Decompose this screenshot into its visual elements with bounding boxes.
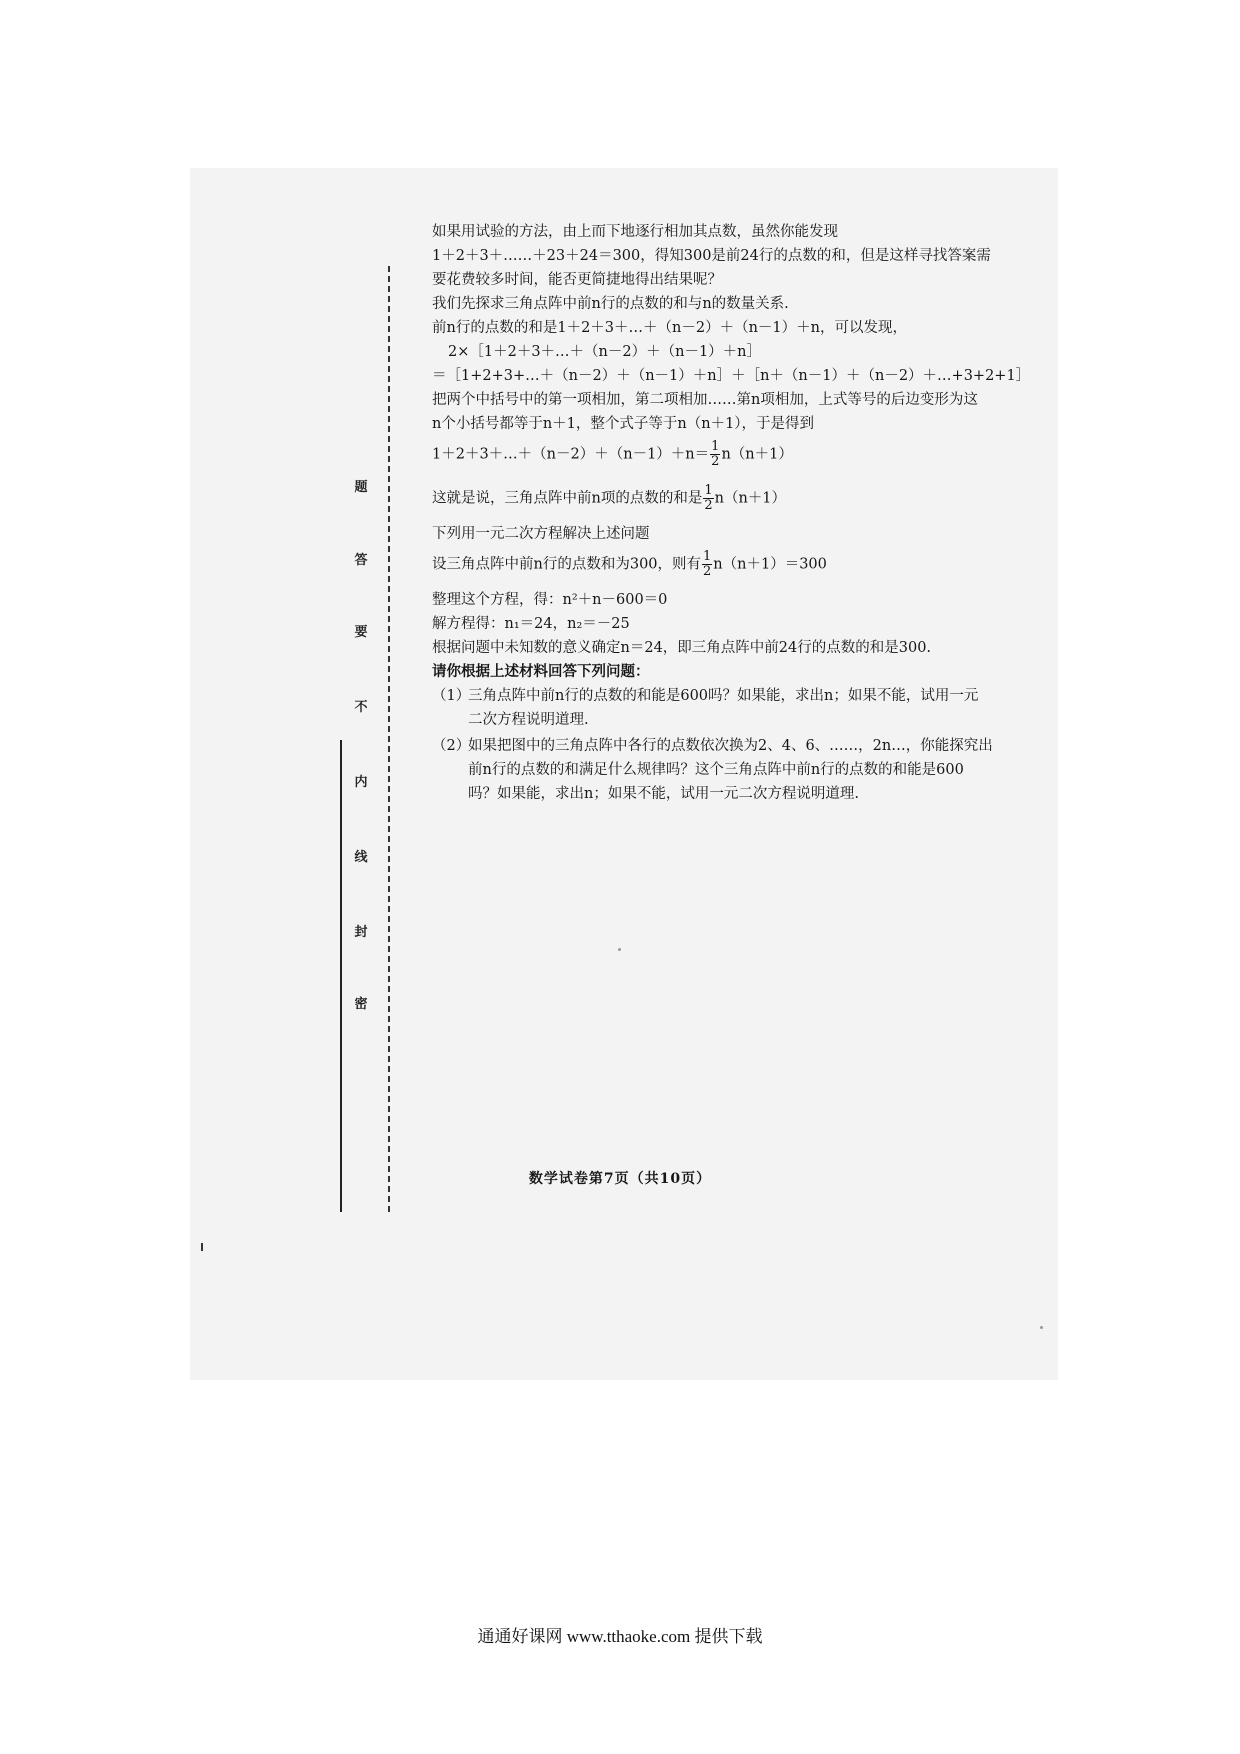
seal-char: 不 [354, 700, 368, 715]
question-line: 二次方程说明道理. [468, 712, 589, 728]
seal-char: 要 [354, 625, 368, 640]
question-label: （2） [432, 738, 471, 754]
fraction-denominator: 2 [704, 498, 713, 513]
text-line: 把两个中括号中的第一项相加，第二项相加……第n项相加，上式等号的后边变形为这 [432, 392, 978, 408]
question-line: 前n行的点数的和满足什么规律吗？这个三角点阵中前n行的点数的和能是600 [468, 762, 964, 778]
question-label: （1） [432, 688, 471, 704]
formula-left: 1＋2＋3＋…＋（n－2）＋（n－1）＋n＝ [432, 446, 710, 463]
text-line: 根据问题中未知数的意义确定n＝24，即三角点阵中前24行的点数的和是300. [432, 640, 932, 656]
download-credit: 通通好课网 www.tthaoke.com 提供下载 [477, 1627, 763, 1646]
text-line: 下列用一元二次方程解决上述问题 [432, 526, 650, 542]
text-line: 解方程得：n₁＝24，n₂＝－25 [432, 616, 630, 632]
text-line: 如果用试验的方法，由上而下地逐行相加其点数，虽然你能发现 [432, 224, 838, 240]
fraction-denominator: 2 [711, 454, 720, 469]
fraction [702, 550, 712, 579]
fraction-numerator: 1 [704, 483, 713, 498]
seal-char: 题 [354, 480, 368, 495]
seal-char: 内 [354, 775, 368, 790]
seal-dashed-line [388, 266, 390, 1212]
questions-prompt: 请你根据上述材料回答下列问题： [432, 663, 650, 680]
text-line: 1＋2＋3＋……＋23＋24＝300，得知300是前24行的点数的和，但是这样寻找答案需 [432, 248, 991, 264]
setup-left: 设三角点阵中前n行的点数和为300，则有 [432, 556, 702, 573]
question-line: 吗？如果能，求出n；如果不能，试用一元二次方程说明道理. [468, 786, 859, 802]
statement-left: 这就是说，三角点阵中前n项的点数的和是 [432, 490, 703, 507]
text-line: 2×［1＋2＋3＋…＋（n－2）＋（n－1）＋n］ [448, 344, 762, 360]
statement-right: n（n＋1） [714, 490, 787, 507]
scan-speck [618, 948, 621, 951]
text-line: 前n行的点数的和是1＋2＋3＋…＋（n－2）＋（n－1）＋n，可以发现， [432, 320, 907, 336]
question-line: 如果把图中的三角点阵中各行的点数依次换为2、4、6、……，2n…，你能探究出 [468, 738, 993, 754]
seal-char: 密 [354, 997, 368, 1012]
fraction [703, 484, 713, 513]
text-line: 整理这个方程，得：n²＋n－600＝0 [432, 592, 668, 608]
fraction-numerator: 1 [711, 439, 720, 454]
seal-char: 封 [354, 925, 368, 940]
sum-formula [432, 440, 793, 469]
equation-setup [432, 550, 827, 579]
binding-mark [201, 1243, 203, 1251]
sum-statement [432, 484, 786, 513]
seal-char: 答 [354, 553, 368, 568]
text-line: 我们先探求三角点阵中前n行的点数的和与n的数量关系. [432, 296, 789, 312]
text-line: 要花费较多时间，能否更简捷地得出结果呢？ [432, 272, 722, 288]
fraction-numerator: 1 [703, 549, 712, 564]
binding-line [340, 740, 342, 1212]
formula-right: n（n＋1） [721, 446, 793, 463]
question-line: 三角点阵中前n行的点数的和能是600吗？如果能，求出n；如果不能，试用一元 [468, 688, 979, 704]
setup-right: n（n＋1）＝300 [713, 556, 827, 573]
fraction [710, 440, 720, 469]
seal-char: 线 [354, 850, 368, 865]
scan-speck [1040, 1326, 1043, 1329]
page-footer: 数学试卷第7页（共10页） [528, 1171, 712, 1187]
text-line: ＝［1+2+3+…＋（n－2）＋（n－1）＋n］＋［n＋（n－1）＋（n－2）＋…+3+2+1］ [432, 368, 1031, 384]
fraction-denominator: 2 [703, 564, 712, 579]
text-line: n个小括号都等于n＋1，整个式子等于n（n＋1），于是得到 [432, 416, 815, 432]
